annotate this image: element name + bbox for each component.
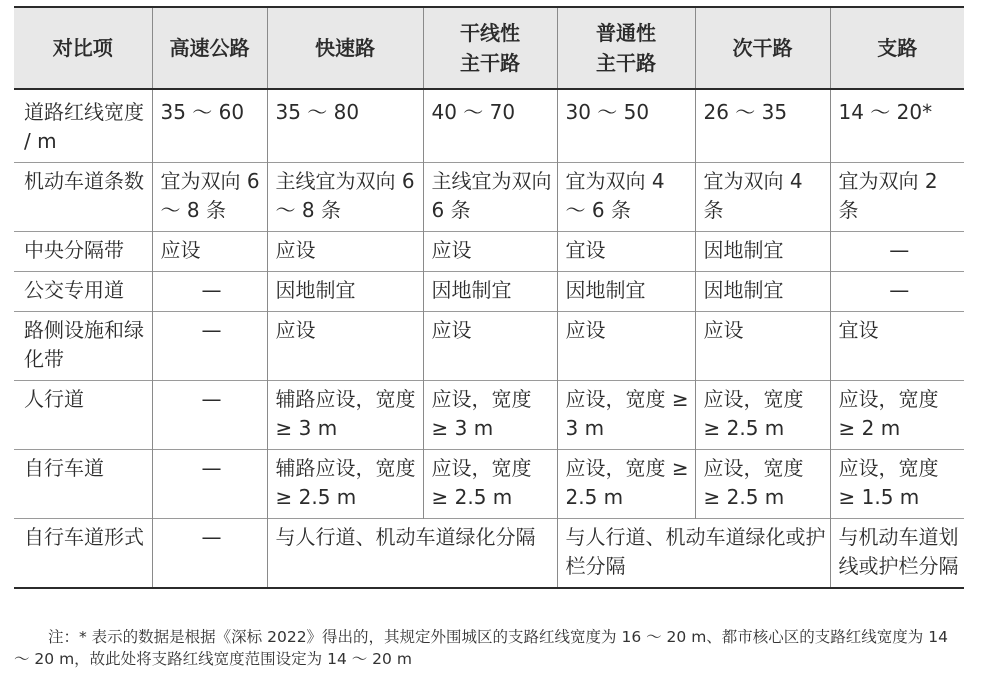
table-row xyxy=(14,450,964,519)
table-row xyxy=(14,163,964,232)
table-cell: 应设 xyxy=(423,312,557,381)
table-cell: 应设 xyxy=(267,232,423,272)
table-cell: — xyxy=(152,519,267,589)
table-cell-merged: 与人行道、机动车道绿化或护栏分隔 xyxy=(557,519,830,589)
table-cell: 应设，宽度 ≥ 2.5 m xyxy=(695,450,830,519)
table-cell: 辅路应设，宽度≥ 2.5 m xyxy=(267,450,423,519)
table-cell-merged: 与人行道、机动车道绿化分隔 xyxy=(267,519,557,589)
row-label: 人行道 xyxy=(14,381,152,450)
header-cell: 快速路 xyxy=(267,7,423,89)
table-cell: 因地制宜 xyxy=(267,272,423,312)
table-cell: — xyxy=(152,272,267,312)
comparison-table-container xyxy=(14,6,964,589)
table-cell: — xyxy=(152,381,267,450)
table-cell: — xyxy=(152,450,267,519)
header-cell: 对比项 xyxy=(52,36,113,60)
table-cell: 与机动车道划线或护栏分隔 xyxy=(830,519,964,589)
table-row xyxy=(14,272,964,312)
table-cell: 应设，宽度 ≥ 2.5 m xyxy=(423,450,557,519)
row-label: 自行车道形式 xyxy=(14,519,152,589)
table-cell: 宜设 xyxy=(557,232,695,272)
table-cell: 30 ～ 50 xyxy=(557,89,695,163)
table-cell: 主线宜为双向 6 条 xyxy=(423,163,557,232)
table-row xyxy=(14,381,964,450)
table-row xyxy=(14,232,964,272)
table-row xyxy=(14,89,964,163)
table-cell: 应设 xyxy=(267,312,423,381)
table-cell: 因地制宜 xyxy=(423,272,557,312)
table-cell: 宜设 xyxy=(830,312,964,381)
header-cell: 高速公路 xyxy=(152,7,267,89)
table-cell: 因地制宜 xyxy=(695,232,830,272)
row-label: 公交专用道 xyxy=(14,272,152,312)
header-cell: 支路 xyxy=(830,7,964,89)
row-label: 道路红线宽度 / m xyxy=(24,100,144,153)
table-cell: 应设 xyxy=(557,312,695,381)
table-cell: 应设，宽度 ≥ 2 m xyxy=(830,381,964,450)
table-cell: 宜为双向 4 ～ 6 条 xyxy=(557,163,695,232)
table-header-row xyxy=(14,7,964,89)
table-cell: 辅路应设，宽度≥ 3 m xyxy=(267,381,423,450)
table-cell: 应设，宽度 ≥ 2.5 m xyxy=(557,450,695,519)
table-cell: 应设，宽度 ≥ 2.5 m xyxy=(695,381,830,450)
table-cell: 35 ～ 60 xyxy=(152,89,267,163)
table-cell: 宜为双向 4 条 xyxy=(695,163,830,232)
table-cell: — xyxy=(830,232,964,272)
table-cell: 应设，宽度 ≥ 1.5 m xyxy=(830,450,964,519)
table-cell: 35 ～ 80 xyxy=(267,89,423,163)
table-cell: 因地制宜 xyxy=(557,272,695,312)
table-cell: 因地制宜 xyxy=(695,272,830,312)
header-cell: 次干路 xyxy=(695,7,830,89)
table-row xyxy=(14,312,964,381)
row-label: 机动车道条数 xyxy=(14,163,152,232)
table-cell: 主线宜为双向 6 ～ 8 条 xyxy=(267,163,423,232)
table-cell: 宜为双向 2 条 xyxy=(830,163,964,232)
table-cell: 40 ～ 70 xyxy=(423,89,557,163)
table-cell: 14 ～ 20* xyxy=(830,89,964,163)
header-cell: 干线性 主干路 xyxy=(423,7,557,89)
table-cell: 26 ～ 35 xyxy=(695,89,830,163)
table-cell: 应设 xyxy=(152,232,267,272)
header-cell: 普通性 主干路 xyxy=(557,7,695,89)
table-cell: 宜为双向 6 ～ 8 条 xyxy=(152,163,267,232)
row-label: 自行车道 xyxy=(14,450,152,519)
table-cell: 应设，宽度 ≥ 3 m xyxy=(557,381,695,450)
table-cell: 应设，宽度 ≥ 3 m xyxy=(423,381,557,450)
table-cell: — xyxy=(830,272,964,312)
row-label: 中央分隔带 xyxy=(14,232,152,272)
row-label: 路侧设施和绿化带 xyxy=(14,312,152,381)
table-footnote: 注：* 表示的数据是根据《深标 2022》得出的，其规定外围城区的支路红线宽度为 16 ～ 20 m、都市核心区的支路红线宽度为 14 ～ 20 m，故此处将支路红线宽度范围设定为 14 ～ 20 m xyxy=(14,628,948,668)
table-cell: 应设 xyxy=(695,312,830,381)
table-cell: — xyxy=(152,312,267,381)
table-cell: 应设 xyxy=(423,232,557,272)
table-row xyxy=(14,519,964,589)
road-comparison-table xyxy=(14,6,964,589)
